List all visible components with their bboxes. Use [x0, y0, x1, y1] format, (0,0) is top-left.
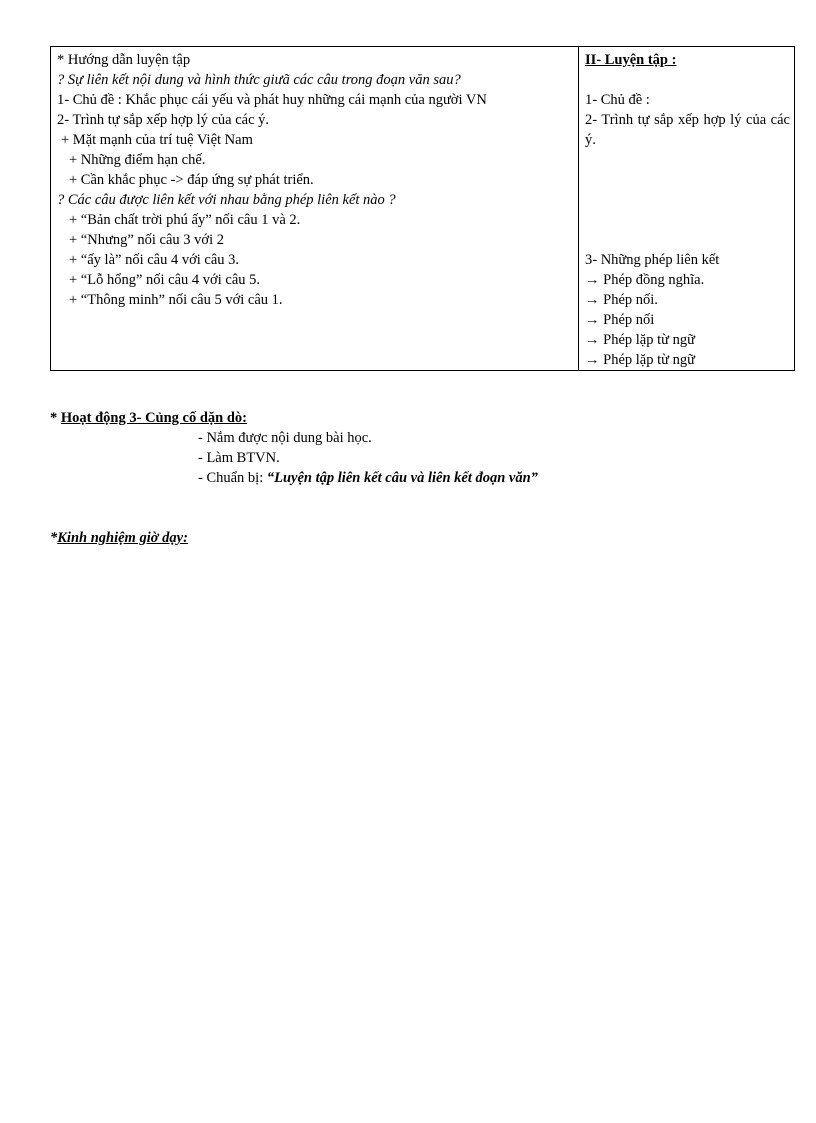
link-type-3: → Phép nối: [585, 312, 655, 328]
order-point-1: + Mặt mạnh của trí tuệ Việt Nam: [61, 132, 253, 148]
question-2: ? Các câu được liên kết với nhau bằng phép liên kết nào ?: [57, 192, 396, 208]
topic-line: 1- Chủ đề : Khắc phục cái yếu và phát huy những cái mạnh của người VN: [57, 92, 487, 108]
experience-title: Kinh nghiệm giờ dạy:: [57, 530, 188, 546]
activity-item-1: - Nắm được nội dung bài học.: [198, 430, 372, 446]
order-point-3: + Cần khắc phục -> đáp ứng sự phát triển.: [69, 172, 314, 188]
link-point-1: + “Bản chất trời phú ấy” nối câu 1 và 2.: [69, 212, 301, 228]
activity-item-2: - Làm BTVN.: [198, 450, 280, 466]
activity-item-3: [50, 468, 772, 488]
spacer: [585, 190, 790, 210]
order-point-2: + Những điểm hạn chế.: [69, 152, 206, 168]
prep-label: - Chuẩn bị:: [198, 470, 267, 486]
practice-cell: [579, 47, 795, 371]
practice-topic: 1- Chủ đề :: [585, 92, 650, 108]
link-point-3: + “ấy là” nối câu 4 với câu 3.: [69, 252, 240, 268]
guidance-heading: * Hướng dẫn luyện tập: [57, 52, 191, 68]
spacer: [585, 210, 790, 230]
practice-heading: II- Luyện tập :: [585, 52, 677, 68]
guidance-cell: [51, 47, 579, 371]
link-type-2: → Phép nối.: [585, 292, 658, 308]
link-type-5: → Phép lặp từ ngữ: [585, 352, 695, 368]
question-1: ? Sự liên kết nội dung và hình thức giưã các câu trong đoạn văn sau?: [57, 72, 461, 88]
spacer: [585, 70, 790, 90]
lesson-table: [50, 46, 795, 371]
link-type-4: → Phép lặp từ ngữ: [585, 332, 695, 348]
activity-section: [50, 408, 772, 488]
activity-star: *: [50, 410, 61, 426]
link-point-2: + “Nhưng” nối câu 3 với 2: [69, 232, 224, 248]
table-row: [51, 47, 795, 371]
prep-title: “Luyện tập liên kết câu và liên kết đoạn văn”: [266, 470, 538, 486]
spacer: [585, 150, 790, 170]
spacer: [585, 170, 790, 190]
spacer: [585, 230, 790, 250]
experience-star: *: [50, 530, 58, 546]
activity-title: [50, 408, 772, 428]
link-point-4: + “Lỗ hổng” nối câu 4 với câu 5.: [69, 272, 260, 288]
link-point-5: + “Thông minh” nối câu 5 với câu 1.: [69, 292, 283, 308]
practice-links: 3- Những phép liên kết: [585, 252, 720, 268]
activity-title-text: Hoạt động 3- Củng cố dặn dò:: [60, 410, 247, 426]
experience-heading: [50, 528, 188, 548]
practice-order: 2- Trình tự sắp xếp hợp lý của các ý.: [585, 112, 790, 148]
order-line: 2- Trình tự sắp xếp hợp lý của các ý.: [57, 112, 270, 128]
link-type-1: → Phép đồng nghĩa.: [585, 272, 705, 288]
